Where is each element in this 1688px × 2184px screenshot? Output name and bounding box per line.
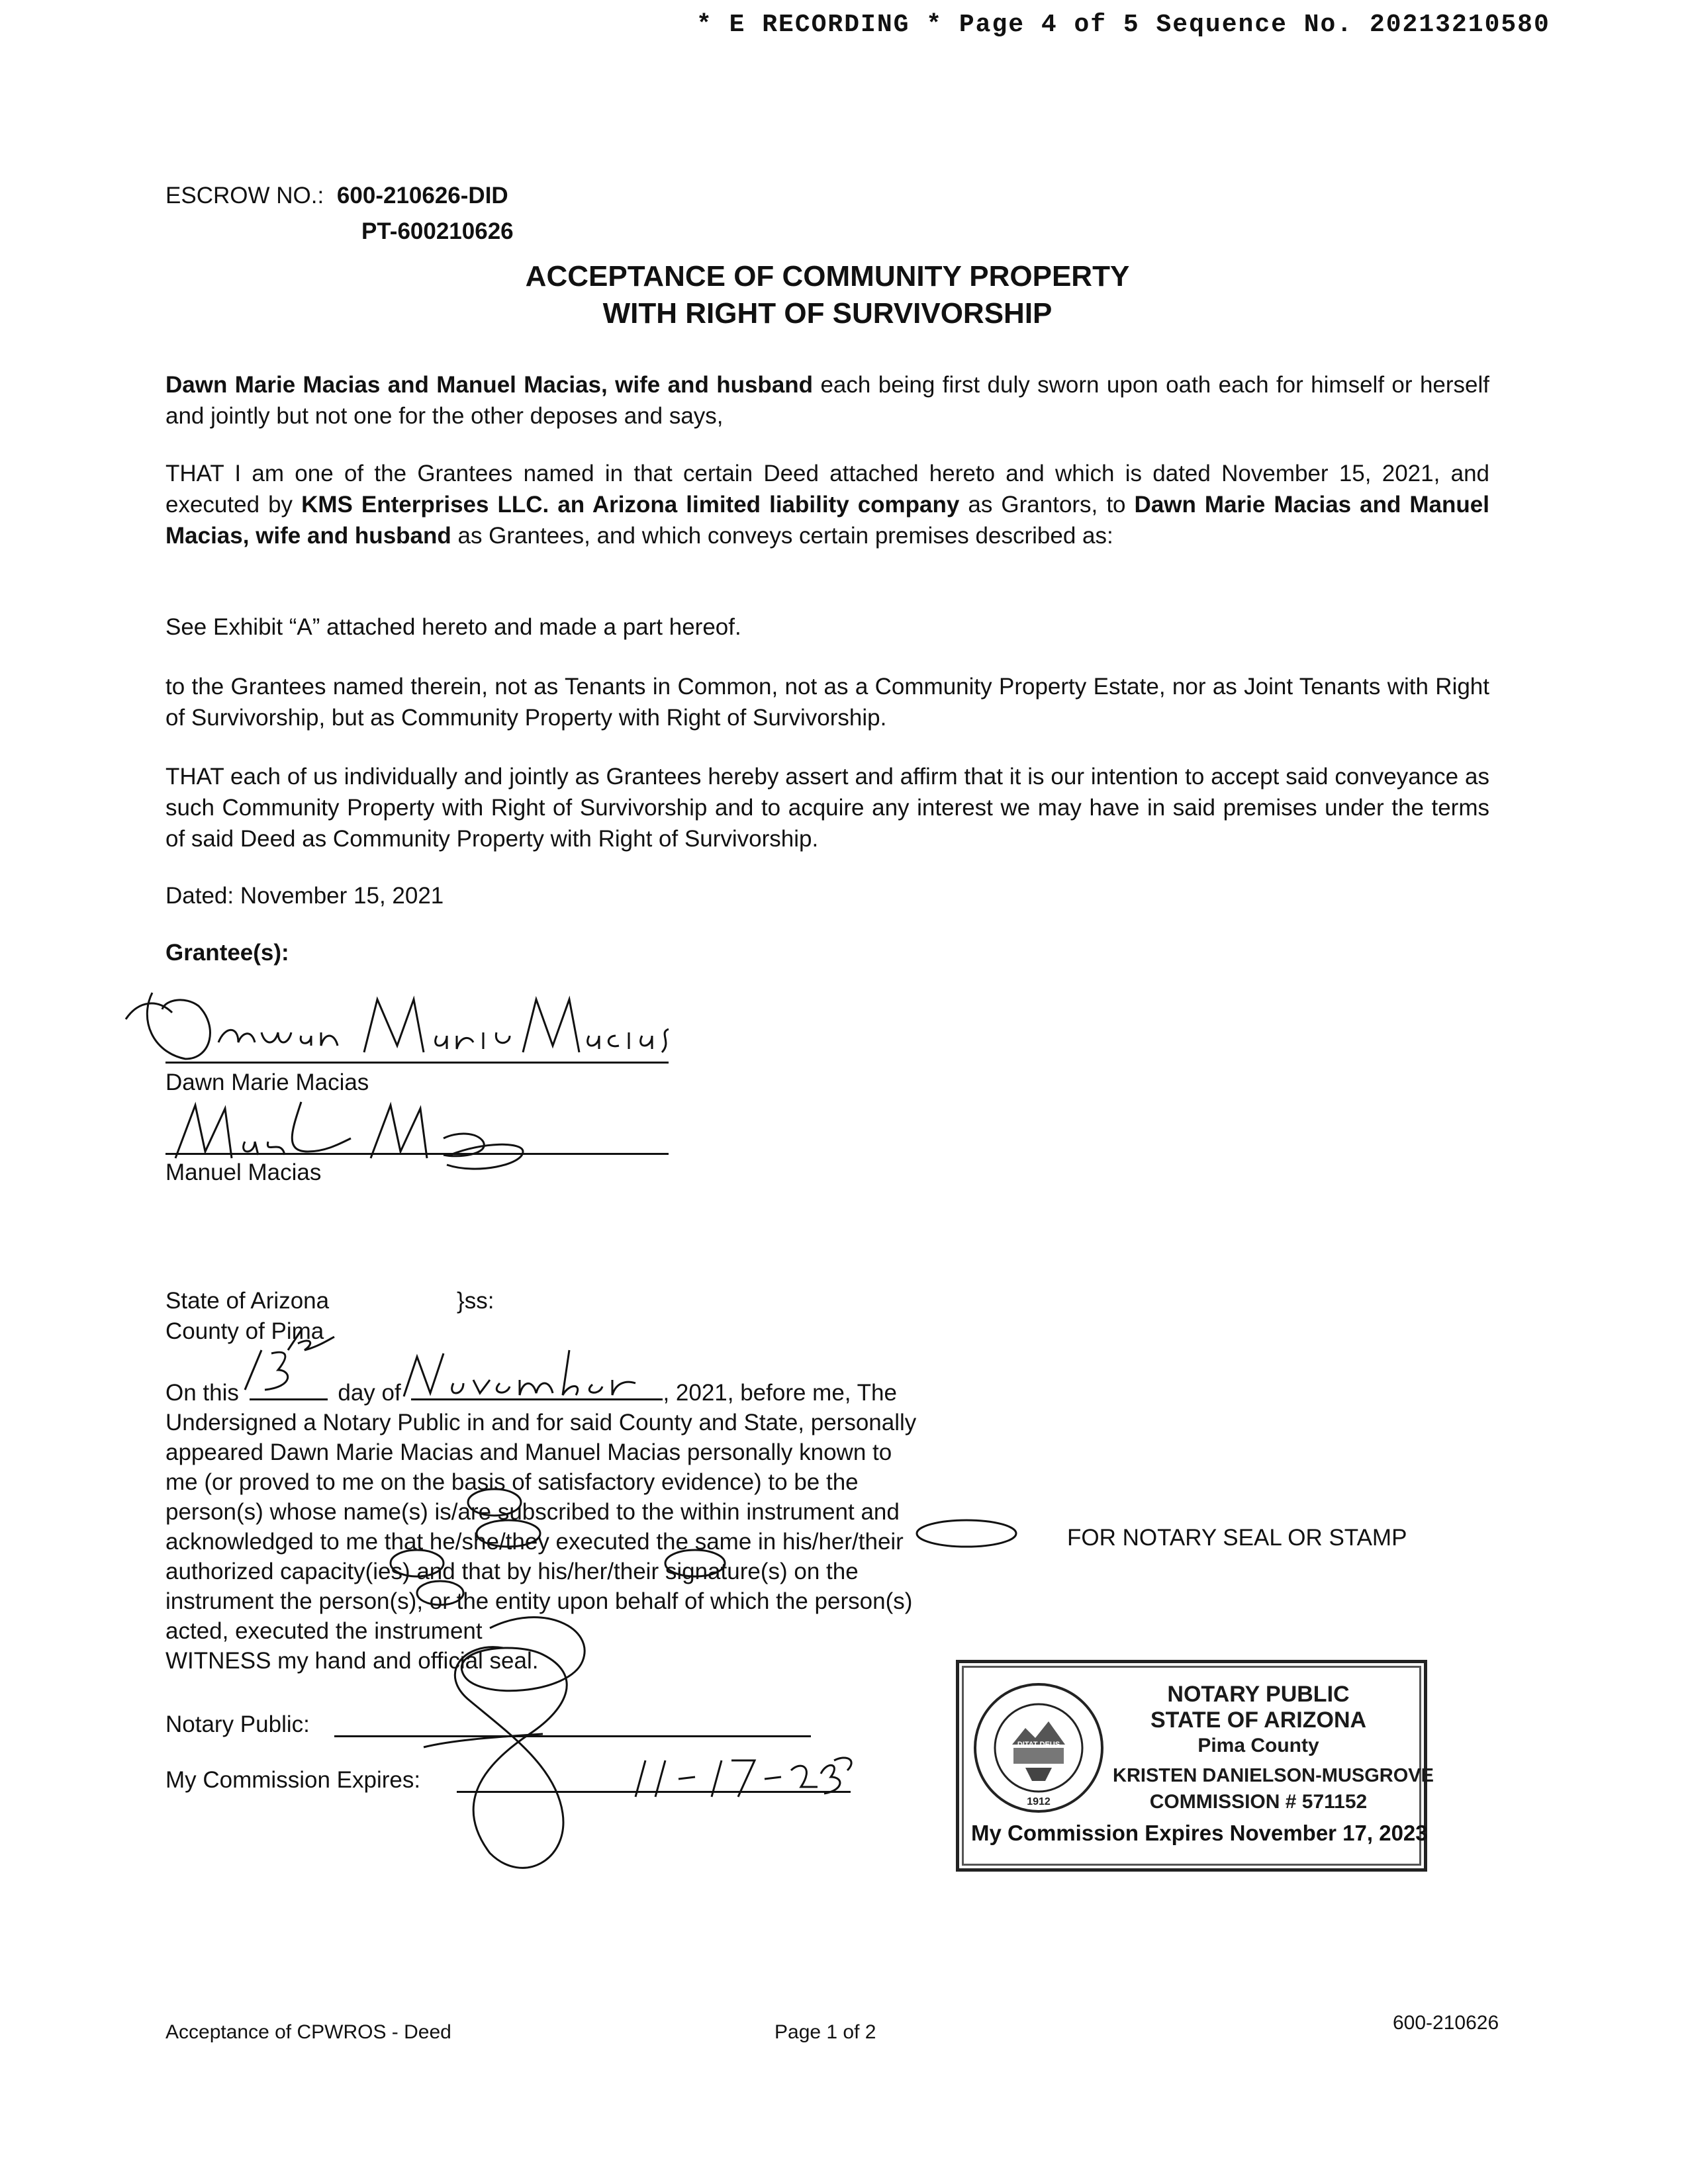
footer-left: Acceptance of CPWROS - Deed [165,2021,451,2043]
stamp-state: STATE OF ARIZONA [1150,1707,1367,1733]
paragraph-text: as Grantors, to [959,492,1135,518]
paragraph-text: each being first duly sworn upon oath each for himself or herself and jointly but not one for the other deposes and says, [165,372,1489,429]
ack-text: acknowledged to me that he/she/they executed the same in his/her/their [165,1529,904,1555]
stamp-text [1113,1682,1434,1813]
grantees-label: Grantee(s): [165,940,289,966]
ack-text: acted, executed the instrument [165,1618,483,1644]
signature-line-1 [165,1062,669,1064]
seal-year: 1912 [1027,1796,1051,1807]
footer-right: 600-210626 [1393,2012,1499,2034]
ack-text: person(s) whose name(s) is/are subscribed to the within instrument and [165,1499,900,1525]
notary-public-label: Notary Public: [165,1711,310,1737]
venue-state: State of Arizona [165,1288,330,1314]
handwritten-expiration-date [622,1747,861,1800]
document-title-line1: ACCEPTANCE OF COMMUNITY PROPERTY [525,260,1130,293]
handwritten-day-15th [238,1324,338,1396]
dated-line: Dated: November 15, 2021 [165,883,444,909]
ack-text: , 2021, before me, The [663,1380,897,1406]
paragraph-affirmation: THAT each of us individually and jointly as Grantees hereby assert and affirm that it is our intention to accept said conveyance as such Community Property with Right of Survivorship and to acquire any interest we may have in said premises under the terms of said Deed as Community Property with Right of Survivorship. [165,764,1489,852]
seal-motto: DITAT DEUS [1017,1741,1060,1749]
ack-text: day of [338,1380,401,1406]
grantee-names-bold: Dawn Marie Macias and Manuel Macias, wife and husband [165,492,1489,549]
stamp-commission-number: COMMISSION # 571152 [1149,1791,1368,1813]
handwritten-circle-marks [0,1456,1059,1615]
paragraph-exhibit: See Exhibit “A” attached hereto and made a part hereof. [165,614,741,640]
escrow-block [165,183,508,209]
ack-text: authorized capacity(ies) and that by his/her/their signature(s) on the [165,1559,859,1584]
pt-number: PT-600210626 [361,218,514,244]
recording-header: * E RECORDING * Page 4 of 5 Sequence No. 20213210580 [696,11,1550,39]
day-blank [250,1398,328,1400]
ack-text: appeared Dawn Marie Macias and Manuel Macias personally known to [165,1439,892,1465]
signer-name-2: Manuel Macias [165,1160,322,1185]
stamp-county: Pima County [1197,1735,1319,1756]
signature-dawn-marie-macias [113,979,682,1079]
paragraph-text: as Grantees, and which conveys certain premises described as: [451,523,1113,549]
ack-text: Undersigned a Notary Public in and for said County and State, personally [165,1410,917,1435]
stamp-notary-name: KRISTEN DANIELSON-MUSGROVE [1113,1765,1434,1786]
ack-text: instrument the person(s), or the entity upon behalf of which the person(s) [165,1588,913,1614]
escrow-number: 600-210626-DID [336,183,508,208]
escrow-label: ESCROW NO.: [165,183,324,208]
grantee-names-bold: Dawn Marie Macias and Manuel Macias, wife and husband [165,372,814,398]
handwritten-month-november [391,1343,655,1403]
paragraph-deposition [165,369,1489,432]
stamp-expiration: My Commission Expires November 17, 2023 [971,1821,1428,1845]
signer-name-1: Dawn Marie Macias [165,1069,369,1095]
ack-text: On this [165,1380,239,1406]
signature-line-2 [165,1153,669,1155]
paragraph-tenancy: to the Grantees named therein, not as Tenants in Common, not as a Community Property Estate, nor as Joint Tenants with Right of Survivorship, but as Community Property with Right of Survivorship. [165,674,1489,731]
seal-label: FOR NOTARY SEAL OR STAMP [1067,1525,1407,1551]
ack-text: WITNESS my hand and official seal. [165,1648,539,1674]
venue-ss: }ss: [457,1288,494,1314]
footer-page-number: Page 1 of 2 [774,2021,876,2043]
document-title-line2: WITH RIGHT OF SURVIVORSHIP [602,297,1053,330]
grantor-name-bold: KMS Enterprises LLC. an Arizona limited liability company [301,492,960,518]
venue-county: County of Pima [165,1318,324,1344]
commission-expires-label: My Commission Expires: [165,1767,421,1793]
notary-signature [410,1602,622,1880]
paragraph-deed [165,458,1489,551]
state-seal-icon [972,1682,1105,1814]
notary-stamp [956,1660,1434,1872]
ack-text: me (or proved to me on the basis of satisfactory evidence) to be the [165,1469,859,1495]
paragraph-text: THAT I am one of the Grantees named in that certain Deed attached hereto and which is dated November 15, 2021, and executed by [165,461,1489,518]
stamp-title: NOTARY PUBLIC [1167,1682,1350,1707]
